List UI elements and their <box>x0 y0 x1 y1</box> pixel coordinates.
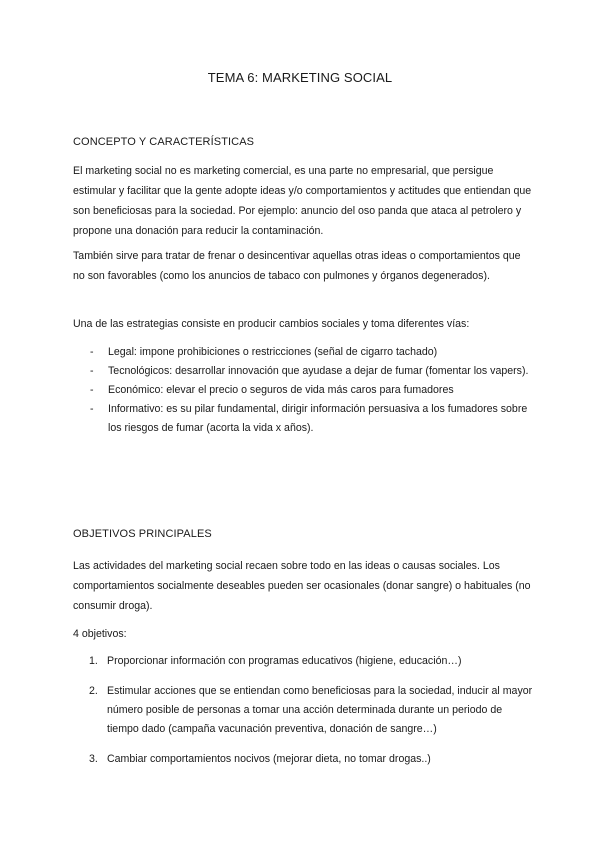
list-item <box>73 750 533 769</box>
bullet-marker: - <box>90 384 94 396</box>
list-item <box>73 400 533 438</box>
strategy-bullet-list <box>73 343 533 438</box>
list-number: 1. <box>89 655 98 667</box>
paragraph-actividades: Las actividades del marketing social recaen sobre todo en las ideas o causas sociales. Los comportamientos socialmente deseables pueden ser ocasionales (donar sangre) o habituales (no consumir droga). <box>73 560 531 612</box>
list-number: 3. <box>89 753 98 765</box>
list-item <box>73 381 533 400</box>
page-title: TEMA 6: MARKETING SOCIAL <box>207 70 393 85</box>
list-item-text: Estimular acciones que se entiendan como beneficiosas para la sociedad, inducir al mayor número posible de personas a tomar una acción determinada durante un periodo de tiempo dado (campaña vacunación preventiva, donación de sangre…) <box>107 685 533 735</box>
bullet-marker: - <box>90 346 94 358</box>
bullet-text: Informativo: es su pilar fundamental, dirigir información persuasiva a los fumadores sobre los riesgos de fumar (acorta la vida x años). <box>108 403 528 434</box>
section-heading-objetivos: OBJETIVOS PRINCIPALES <box>73 528 212 540</box>
list-item-text: Proporcionar información con programas educativos (higiene, educación…) <box>107 655 462 667</box>
bullet-marker: - <box>90 403 94 415</box>
paragraph-objetivos-count: 4 objetivos: <box>73 628 127 640</box>
list-number: 2. <box>89 685 98 697</box>
list-item <box>73 343 533 362</box>
list-item <box>73 682 533 739</box>
bullet-text: Económico: elevar el precio o seguros de vida más caros para fumadores <box>108 384 454 396</box>
paragraph-intro: El marketing social no es marketing comercial, es una parte no empresarial, que persigue estimular y facilitar que la gente adopte ideas y/o comportamientos y actitudes que entiendan que son beneficiosas para la sociedad. Por ejemplo: anuncio del oso panda que ataca al petrolero y propone una donación para reducir la contaminación. <box>73 165 532 237</box>
paragraph-estrategias: Una de las estrategias consiste en producir cambios sociales y toma diferentes vías: <box>73 318 470 330</box>
paragraph-frenar: También sirve para tratar de frenar o desincentivar aquellas otras ideas o comportamientos que no son favorables (como los anuncios de tabaco con pulmones y órganos degenerados). <box>73 250 521 282</box>
bullet-marker: - <box>90 365 94 377</box>
bullet-text: Legal: impone prohibiciones o restricciones (señal de cigarro tachado) <box>108 346 438 358</box>
list-item <box>73 362 533 381</box>
list-item-text: Cambiar comportamientos nocivos (mejorar dieta, no tomar drogas..) <box>107 753 431 765</box>
section-heading-concepto: CONCEPTO Y CARACTERÍSTICAS <box>73 136 255 148</box>
bullet-text: Tecnológicos: desarrollar innovación que ayudase a dejar de fumar (fomentar los vapers). <box>108 365 529 377</box>
list-item <box>73 652 533 671</box>
